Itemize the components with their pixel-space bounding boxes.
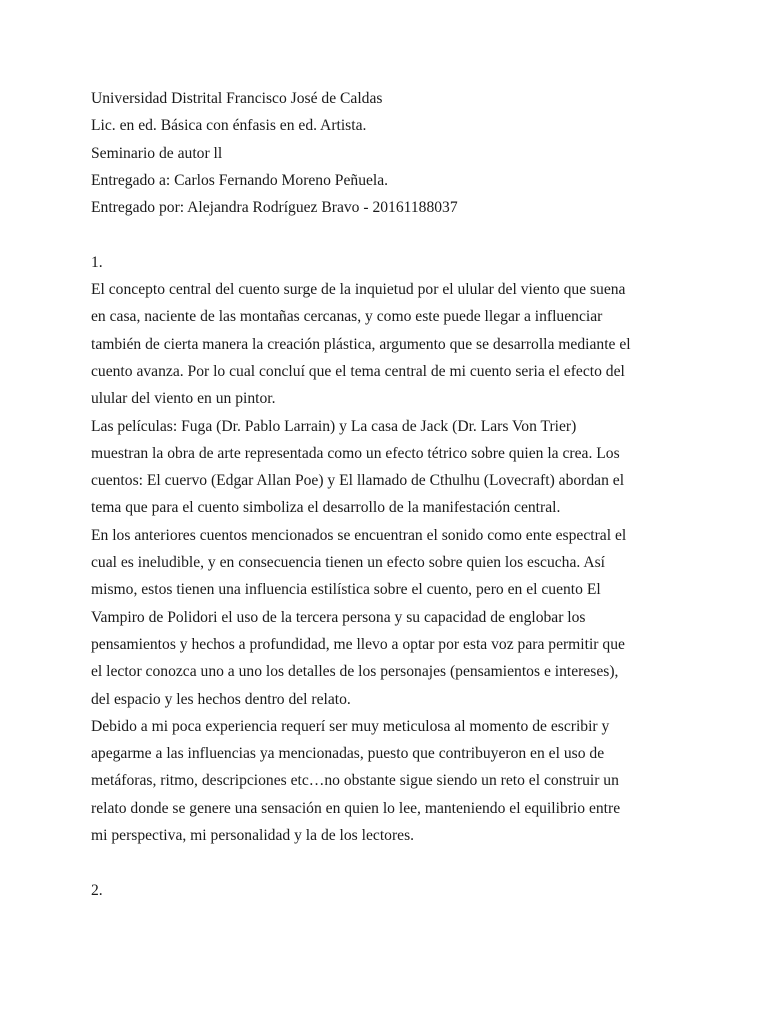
paragraph-4 [91,713,691,849]
paragraph-line: metáforas, ritmo, descripciones etc…no obstante sigue siendo un reto el construir un [91,772,619,790]
document-body [91,85,691,904]
paragraph-line: mismo, estos tienen una influencia estilística sobre el cuento, pero en el cuento El [91,581,601,599]
spacer [91,221,691,248]
paragraph-line: del espacio y les hechos dentro del relato. [91,690,351,708]
paragraph-line: el lector conozca uno a uno los detalles de los personajes (pensamientos e intereses), [91,663,619,681]
paragraph-line: ulular del viento en un pintor. [91,390,276,408]
paragraph-line: muestran la obra de arte representada como un efecto tétrico sobre quien la crea. Los [91,444,620,462]
seminar-name: Seminario de autor ll [91,144,223,162]
paragraph-line: Las películas: Fuga (Dr. Pablo Larrain) y La casa de Jack (Dr. Lars Von Trier) [91,417,577,435]
paragraph-line: cuento avanza. Por lo cual concluí que el tema central de mi cuento seria el efecto del [91,362,625,380]
section-1-number: 1. [91,253,103,271]
delivered-to: Entregado a: Carlos Fernando Moreno Peñuela. [91,171,389,189]
paragraph-line: cual es ineludible, y en consecuencia tienen un efecto sobre quien los escucha. Así [91,554,605,572]
paragraph-line: relato donde se genere una sensación en quien lo lee, manteniendo el equilibrio entre [91,799,621,817]
paragraph-line: cuentos: El cuervo (Edgar Allan Poe) y El llamado de Cthulhu (Lovecraft) abordan el [91,472,625,490]
paragraph-line: Vampiro de Polidori el uso de la tercera persona y su capacidad de englobar los [91,608,586,626]
program-name: Lic. en ed. Básica con énfasis en ed. Artista. [91,117,367,135]
paragraph-line: en casa, naciente de las montañas cercanas, y como este puede llegar a influenciar [91,308,603,326]
document-header [91,85,691,221]
paragraph-line: pensamientos y hechos a profundidad, me llevo a optar por esta voz para permitir que [91,635,625,653]
section-1 [91,249,691,850]
paragraph-2 [91,413,691,522]
university-name: Universidad Distrital Francisco José de Caldas [91,90,383,107]
spacer [91,849,691,876]
paragraph-line: apegarme a las influencias ya mencionadas, puesto que contribuyeron en el uso de [91,745,605,763]
paragraph-line: también de cierta manera la creación plástica, argumento que se desarrolla mediante el [91,335,631,353]
delivered-by: Entregado por: Alejandra Rodríguez Bravo - 20161188037 [91,199,458,217]
paragraph-line: mi perspectiva, mi personalidad y la de los lectores. [91,827,415,845]
paragraph-line: El concepto central del cuento surge de la inquietud por el ulular del viento que suena [91,281,626,299]
paragraph-line: tema que para el cuento simboliza el desarrollo de la manifestación central. [91,499,561,517]
section-2 [91,877,691,904]
paragraph-line: En los anteriores cuentos mencionados se encuentran el sonido como ente espectral el [91,526,627,544]
paragraph-3 [91,522,691,713]
section-2-number: 2. [91,881,103,899]
paragraph-line: Debido a mi poca experiencia requerí ser muy meticulosa al momento de escribir y [91,717,610,735]
paragraph-1 [91,276,691,412]
